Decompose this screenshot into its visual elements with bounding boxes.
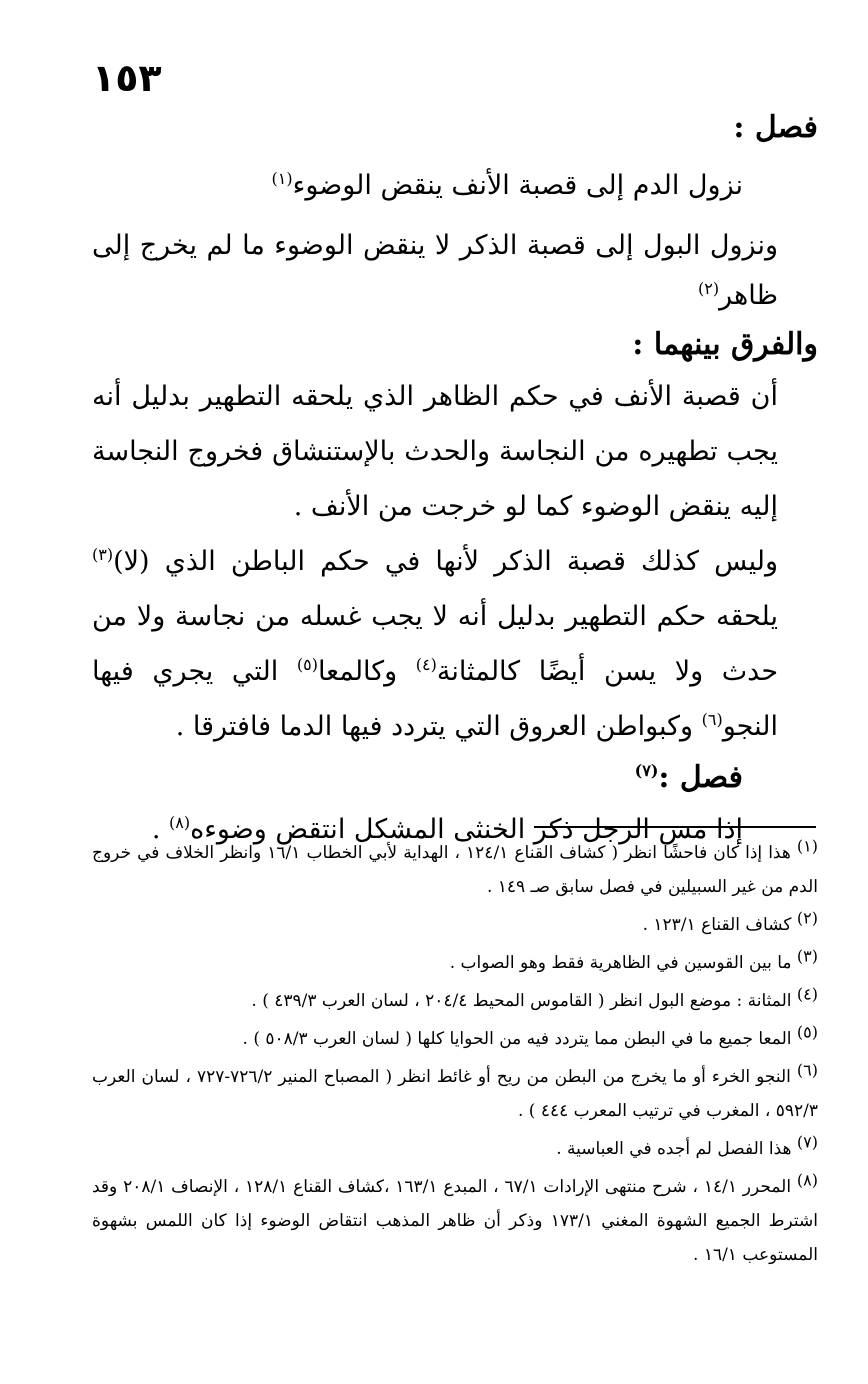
footnotes [92, 836, 818, 1272]
main-text [92, 104, 818, 857]
section-heading-3 [92, 754, 818, 802]
footnote-text: النجو الخرء أو ما يخرج من البطن من ريح أو غائط انظر ( المصباح المنير ٧٢٦/٢-٧٢٧ ، لسان العرب ٥٩٢/٣ ، المغرب في ترتيب المعرب ٤٤٤ ) . [92, 1067, 818, 1121]
section-heading-1: فصل : [733, 110, 818, 145]
footnote-marker: (١) [796, 836, 818, 856]
footnote-marker: (٧) [796, 1132, 818, 1152]
paragraph-5-text: إذا مس الرجل ذكر الخنثى المشكل انتقض وضوءه [190, 814, 743, 845]
paragraph-2 [92, 221, 818, 321]
footnote-ref-6: (٦) [701, 710, 723, 729]
footnote-ref-5: (٥) [296, 655, 318, 674]
footnote-6 [92, 1060, 818, 1128]
paragraph-4-text-e: وكبواطن العروق التي يتردد فيها الدما فافترقا . [175, 711, 702, 742]
paragraph-4 [92, 534, 818, 754]
footnote-marker: (٣) [796, 946, 818, 966]
paragraph-4-text-a: وليس كذلك قصبة الذكر لأنها في حكم الباطن الذي (لا) [113, 546, 778, 577]
section-heading-2: والفرق بينهما : [632, 327, 818, 362]
footnote-8 [92, 1170, 818, 1272]
footnote-text: كشاف القناع ١٢٣/١ . [642, 915, 792, 935]
footnote-2 [92, 908, 818, 942]
footnote-marker: (٢) [796, 908, 818, 928]
footnote-marker: (٥) [796, 1022, 818, 1042]
paragraph-4-text-b: يلحقه حكم التطهير بدليل أنه لا يجب غسله من نجاسة ولا من حدث ولا يسن أيضًا كالمثانة [92, 601, 779, 687]
footnote-text: هذا إذا كان فاحشًا انظر ( كشاف القناع ١٢٤/١ ، الهداية لأبي الخطاب ١٦/١ وانظر الخلاف في خروج الدم من غير السبيلين في فصل سابق صـ ١٤٩ . [92, 843, 818, 897]
footnote-marker: (٨) [796, 1170, 818, 1190]
footnote-text: المثانة : موضع البول انظر ( القاموس المحيط ٢٠٤/٤ ، لسان العرب ٤٣٩/٣ ) . [251, 991, 792, 1011]
footnote-ref-4: (٤) [415, 655, 437, 674]
footnote-divider [534, 826, 816, 828]
footnote-1 [92, 836, 818, 904]
footnote-text: المحرر ١٤/١ ، شرح منتهى الإرادات ٦٧/١ ، المبدع ١٦٣/١ ،كشاف القناع ١٢٨/١ ، الإنصاف ٢٠٨/١ وقد اشترط الجميع الشهوة المغني ١٧٣/١ وذكر أن ظاهر المذهب انتقاض الوضوء إذا كان اللمس بشهوة المستوعب ١٦/١ . [92, 1177, 819, 1265]
footnote-text: ما بين القوسين في الظاهرية فقط وهو الصواب . [449, 953, 792, 973]
paragraph-4-text-c: وكالمعا [317, 656, 416, 687]
footnote-ref-1: (١) [271, 169, 293, 188]
footnote-marker: (٤) [796, 984, 818, 1004]
footnote-marker: (٦) [796, 1060, 819, 1080]
footnote-4 [92, 984, 818, 1018]
footnote-5 [92, 1022, 818, 1056]
footnote-ref-3: (٣) [92, 545, 114, 564]
footnote-ref-2: (٢) [698, 279, 720, 298]
footnote-text: هذا الفصل لم أجده في العباسية . [556, 1139, 792, 1159]
paragraph-1-text: نزول الدم إلى قصبة الأنف ينقض الوضوء [292, 170, 743, 201]
footnote-3 [92, 946, 818, 980]
footnote-ref-8: (٨) [168, 813, 191, 832]
footnote-ref-7: (٧) [634, 761, 659, 780]
footnote-7 [92, 1132, 818, 1166]
section-heading-3-text: فصل : [658, 760, 743, 795]
paragraph-4-text-d: التي يجري فيها النجو [92, 656, 778, 742]
paragraph-1 [92, 158, 818, 213]
footnote-text: المعا جميع ما في البطن مما يتردد فيه من الحوايا كلها ( لسان العرب ٥٠٨/٣ ) . [242, 1029, 792, 1049]
paragraph-5-end: . [151, 814, 169, 845]
paragraph-2-text: ونزول البول إلى قصبة الذكر لا ينقض الوضوء ما لم يخرج إلى ظاهر [92, 230, 778, 311]
paragraph-3: أن قصبة الأنف في حكم الظاهر الذي يلحقه التطهير بدليل أنه يجب تطهيره من النجاسة والحدث بالإستنشاق فخروج النجاسة إليه ينقض الوضوء كما لو خرجت من الأنف . [92, 381, 778, 522]
page-number: ١٥٣ [92, 56, 162, 100]
